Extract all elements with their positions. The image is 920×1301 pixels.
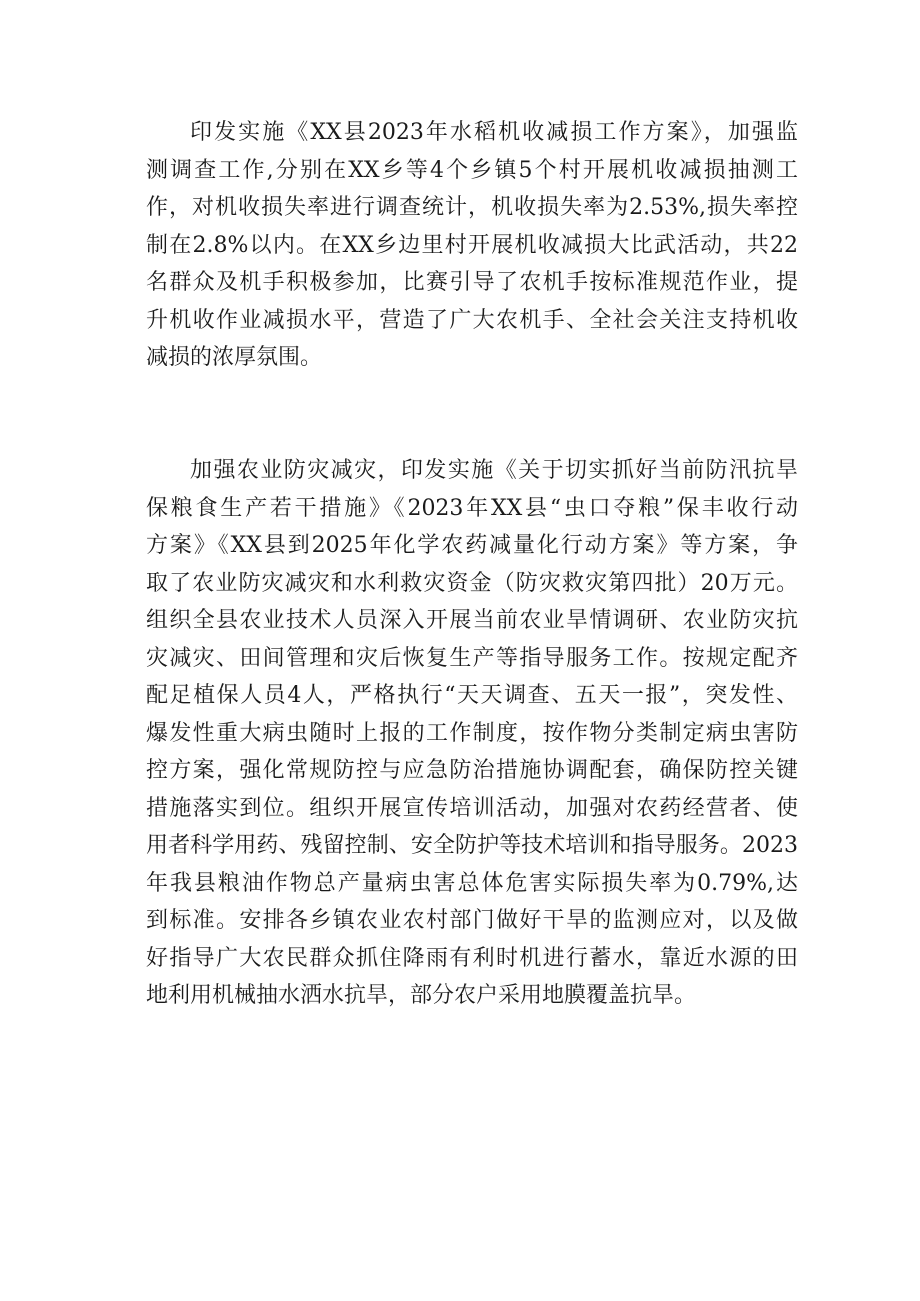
paragraph-line: 到标准。安排各乡镇农业农村部门做好干旱的监测应对，以及做 (146, 908, 798, 933)
paragraph-line: 组织全县农业技术人员深入开展当前农业旱情调研、农业防灾抗 (146, 608, 798, 633)
paragraph-line: 年我县粮油作物总产量病虫害总体危害实际损失率为0.79%,达 (146, 870, 798, 896)
paragraph-line: 好指导广大农民群众抓住降雨有利时机进行蓄水，靠近水源的田 (146, 945, 798, 971)
paragraph-harvest-loss-reduction (146, 114, 798, 377)
paragraph-disaster-prevention (146, 452, 798, 1015)
paragraph-line: 减损的浓厚氛围。 (146, 345, 323, 370)
paragraph-line: 作，对机收损失率进行调查统计，机收损失率为2.53%,损失率控 (146, 195, 798, 220)
paragraph-line: 爆发性重大病虫随时上报的工作制度，按作物分类制定病虫害防 (146, 720, 798, 746)
paragraph-line: 加强农业防灾减灾，印发实施《关于切实抓好当前防汛抗旱 (190, 458, 798, 483)
paragraph-line: 取了农业防灾减灾和水利救灾资金（防灾救灾第四批）20万元。 (146, 570, 798, 596)
paragraph-line: 保粮食生产若干措施》《2023年XX县“虫口夺粮”保丰收行动 (146, 495, 798, 521)
paragraph-line: 灾减灾、田间管理和灾后恢复生产等指导服务工作。按规定配齐 (146, 645, 798, 671)
paragraph-line: 用者科学用药、残留控制、安全防护等技术培训和指导服务。2023 (146, 833, 798, 858)
paragraph-line: 名群众及机手积极参加，比赛引导了农机手按标准规范作业，提 (146, 270, 798, 295)
paragraph-line: 升机收作业减损水平，营造了广大农机手、全社会关注支持机收 (146, 307, 798, 333)
paragraph-line: 控方案，强化常规防控与应急防治措施协调配套，确保防控关键 (146, 758, 798, 783)
paragraph-line: 印发实施《XX县2023年水稻机收减损工作方案》，加强监 (190, 120, 798, 145)
paragraph-line: 措施落实到位。组织开展宣传培训活动，加强对农药经营者、使 (146, 795, 798, 821)
paragraph-line: 测调查工作,分别在XX乡等4个乡镇5个村开展机收减损抽测工 (146, 157, 798, 183)
paragraph-line: 配足植保人员4人，严格执行“天天调查、五天一报”，突发性、 (146, 683, 798, 708)
paragraph-line: 地利用机械抽水洒水抗旱，部分农户采用地膜覆盖抗旱。 (146, 983, 697, 1008)
paragraph-line: 方案》《XX县到2025年化学农药减量化行动方案》等方案，争 (146, 533, 798, 558)
paragraph-line: 制在2.8%以内。在XX乡边里村开展机收减损大比武活动，共22 (146, 232, 798, 258)
